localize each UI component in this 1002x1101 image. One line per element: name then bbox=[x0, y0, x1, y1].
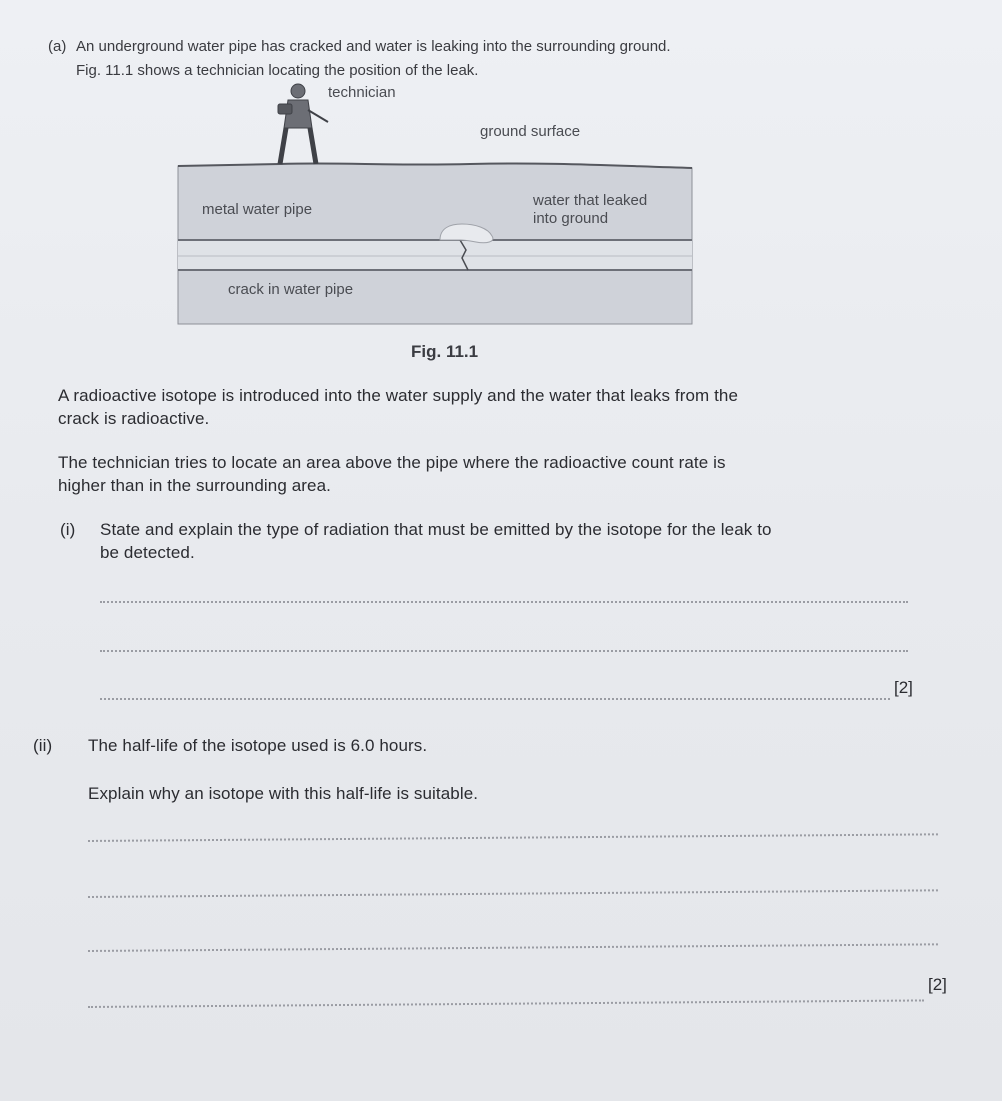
label-metal-water-pipe: metal water pipe bbox=[202, 201, 313, 218]
question-i-line-2: be detected. bbox=[100, 543, 195, 562]
answer-line-ii-3[interactable] bbox=[88, 943, 938, 952]
question-i-line-1: State and explain the type of radiation that must be emitted by the isotope for the leak to bbox=[100, 520, 772, 539]
label-technician: technician bbox=[328, 84, 396, 101]
paragraph-2-line-2: higher than in the surrounding area. bbox=[58, 476, 331, 495]
answer-line-ii-4[interactable] bbox=[88, 999, 924, 1008]
answer-line-ii-1[interactable] bbox=[88, 833, 938, 842]
question-ii-label: (ii) bbox=[33, 736, 53, 755]
technician-figure bbox=[278, 84, 328, 164]
answer-line-i-1[interactable] bbox=[100, 601, 908, 603]
label-water-leaked-2: into ground bbox=[533, 210, 609, 227]
label-water-leaked-1: water that leaked bbox=[533, 192, 648, 209]
question-i-marks: [2] bbox=[894, 678, 913, 697]
pipe-body bbox=[178, 240, 692, 270]
figure-caption: Fig. 11.1 bbox=[411, 342, 479, 361]
question-ii-line-1: The half-life of the isotope used is 6.0 hours. bbox=[88, 736, 428, 755]
label-ground-surface: ground surface bbox=[480, 123, 581, 140]
question-ii-marks: [2] bbox=[928, 975, 947, 994]
question-ii-line-2: Explain why an isotope with this half-life is suitable. bbox=[88, 784, 479, 803]
paragraph-1-line-1: A radioactive isotope is introduced into the water supply and the water that leaks from the bbox=[58, 386, 739, 405]
answer-line-i-2[interactable] bbox=[100, 650, 908, 652]
intro-line-1: An underground water pipe has cracked and water is leaking into the surrounding ground. bbox=[76, 38, 671, 55]
answer-line-i-3[interactable] bbox=[100, 698, 890, 700]
paragraph-1-line-2: crack is radioactive. bbox=[58, 409, 210, 428]
paragraph-2-line-1: The technician tries to locate an area above the pipe where the radioactive count rate is bbox=[58, 453, 726, 472]
question-i-label: (i) bbox=[60, 520, 76, 539]
answer-line-ii-2[interactable] bbox=[88, 889, 938, 898]
intro-line-2: Fig. 11.1 shows a technician locating the position of the leak. bbox=[76, 62, 479, 79]
part-a-label: (a) bbox=[48, 38, 67, 55]
label-crack: crack in water pipe bbox=[228, 281, 354, 298]
